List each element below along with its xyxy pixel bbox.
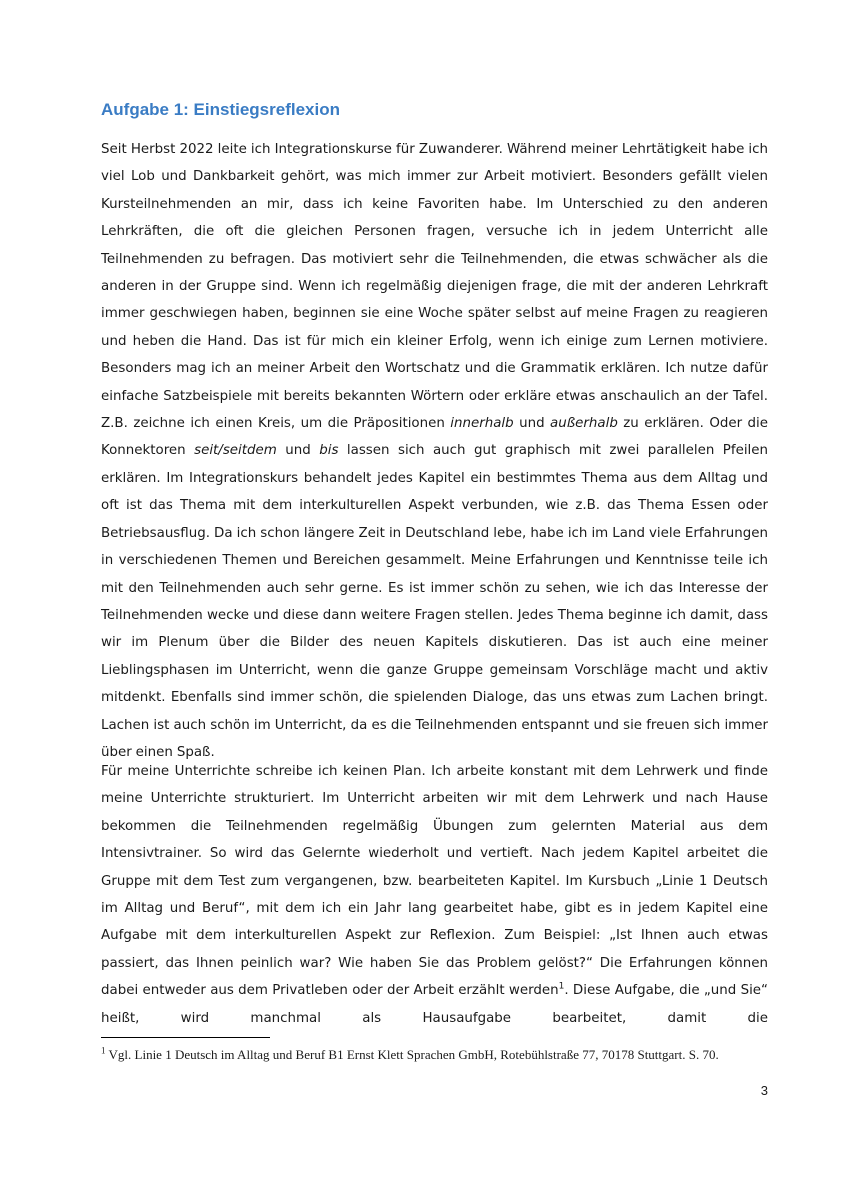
- paragraph-1-text-b: und: [513, 416, 551, 432]
- paragraph-1-text-d: und: [276, 443, 320, 459]
- footnote-text: Vgl. Linie 1 Deutsch im Alltag und Beruf B1 Ernst Klett Sprachen GmbH, Rotebühlstraße 77, 70178 Stuttgart. S. 70.: [105, 1047, 719, 1062]
- term-innerhalb: innerhalb: [450, 416, 514, 432]
- paragraph-1: [101, 136, 768, 766]
- paragraph-2-text-a: Für meine Unterrichte schreibe ich keinen Plan. Ich arbeite konstant mit dem Lehrwerk und finde meine Unterrichte strukturiert. Im Unterricht arbeiten wir mit dem Lehrwerk und nach Hause bekommen die Teilnehmenden regelmäßig Übungen zum gelernten Material aus dem Intensivtrainer. So wird das Gelernte wiederholt und vertieft. Nach jedem Kapitel arbeitet die Gruppe mit dem Test zum vergangenen, bzw. bearbeiteten Kapitel. Im Kursbuch „Linie 1 Deutsch im Alltag und Beruf“, mit dem ich ein Jahr lang gearbeitet habe, gibt es in jedem Kapitel eine Aufgabe mit dem interkulturellen Aspekt zur Reflexion. Zum Beispiel: „Ist Ihnen auch etwas passiert, das Ihnen peinlich war? Wie haben Sie das Problem gelöst?“ Die Erfahrungen können dabei entweder aus dem Privatleben oder der Arbeit erzählt werden: [101, 764, 768, 999]
- paragraph-1-text-a: Seit Herbst 2022 leite ich Integrationskurse für Zuwanderer. Während meiner Lehrtätigkeit habe ich viel Lob und Dankbarkeit gehört, was mich immer zur Arbeit motiviert. Besonders gefällt vielen Kursteilnehmenden an mir, dass ich keine Favoriten habe. Im Unterschied zu den anderen Lehrkräften, die oft die gleichen Personen fragen, versuche ich in jedem Unterricht alle Teilnehmenden zu befragen. Das motiviert sehr die Teilnehmenden, die etwas schwächer als die anderen in der Gruppe sind. Wenn ich regelmäßig diejenigen frage, die mit der anderen Lehrkraft immer geschwiegen haben, beginnen sie eine Woche später selbst auf meine Fragen zu reagieren und heben die Hand. Das ist für mich ein kleiner Erfolg, wenn ich einige zum Lernen motiviere. Besonders mag ich an meiner Arbeit den Wortschatz und die Grammatik erklären. Ich nutze dafür einfache Satzbeispiele mit bereits bekannten Wörtern oder erkläre etwas anschaulich an der Tafel. Z.B. zeichne ich einen Kreis, um die Präpositionen: [101, 142, 768, 432]
- paragraph-1-text-c: zu erklären. Oder die Konnektoren: [101, 416, 769, 459]
- footnote-number: 1: [101, 1045, 106, 1056]
- page-number: 3: [760, 1083, 768, 1098]
- footnote: [101, 1046, 771, 1063]
- footnote-separator: [101, 1037, 270, 1038]
- term-ausserhalb: außerhalb: [550, 416, 618, 432]
- section-heading: Aufgabe 1: Einstiegsreflexion: [101, 100, 340, 119]
- paragraph-1-text-e: lassen sich auch gut graphisch mit zwei parallelen Pfeilen erklären. Im Integrationskurs behandelt jedes Kapitel ein bestimmtes Thema aus dem Alltag und oft ist das Thema mit dem interkulturellen Aspekt verbunden, wie z.B. das Thema Essen oder Betriebsausflug. Da ich schon längere Zeit in Deutschland lebe, habe ich im Land viele Erfahrungen in verschiedenen Themen und Bereichen gesammelt. Meine Erfahrungen und Kenntnisse teile ich mit den Teilnehmenden auch sehr gerne. Es ist immer schön zu sehen, wie ich das Interesse der Teilnehmenden wecke und diese dann weitere Fragen stellen. Jedes Thema beginne ich damit, dass wir im Plenum über die Bilder des neuen Kapitels diskutieren. Das ist auch eine meiner Lieblingsphasen im Unterricht, wenn die ganze Gruppe gemeinsam Vorschläge macht und aktiv mitdenkt. Ebenfalls sind immer schön, die spielenden Dialoge, das uns etwas zum Lachen bringt. Lachen ist auch schön im Unterricht, da es die Teilnehmenden entspannt und sie freuen sich immer über einen Spaß.: [101, 443, 768, 760]
- footnote-reference[interactable]: 1: [558, 981, 565, 992]
- term-seit-seitdem: seit/seitdem: [194, 443, 277, 459]
- paragraph-2-text-b: . Diese Aufgabe, die „und Sie“ heißt, wird manchmal als Hausaufgabe bearbeitet, damit die: [101, 983, 768, 1026]
- term-bis: bis: [319, 443, 339, 459]
- paragraph-2: [101, 758, 768, 1032]
